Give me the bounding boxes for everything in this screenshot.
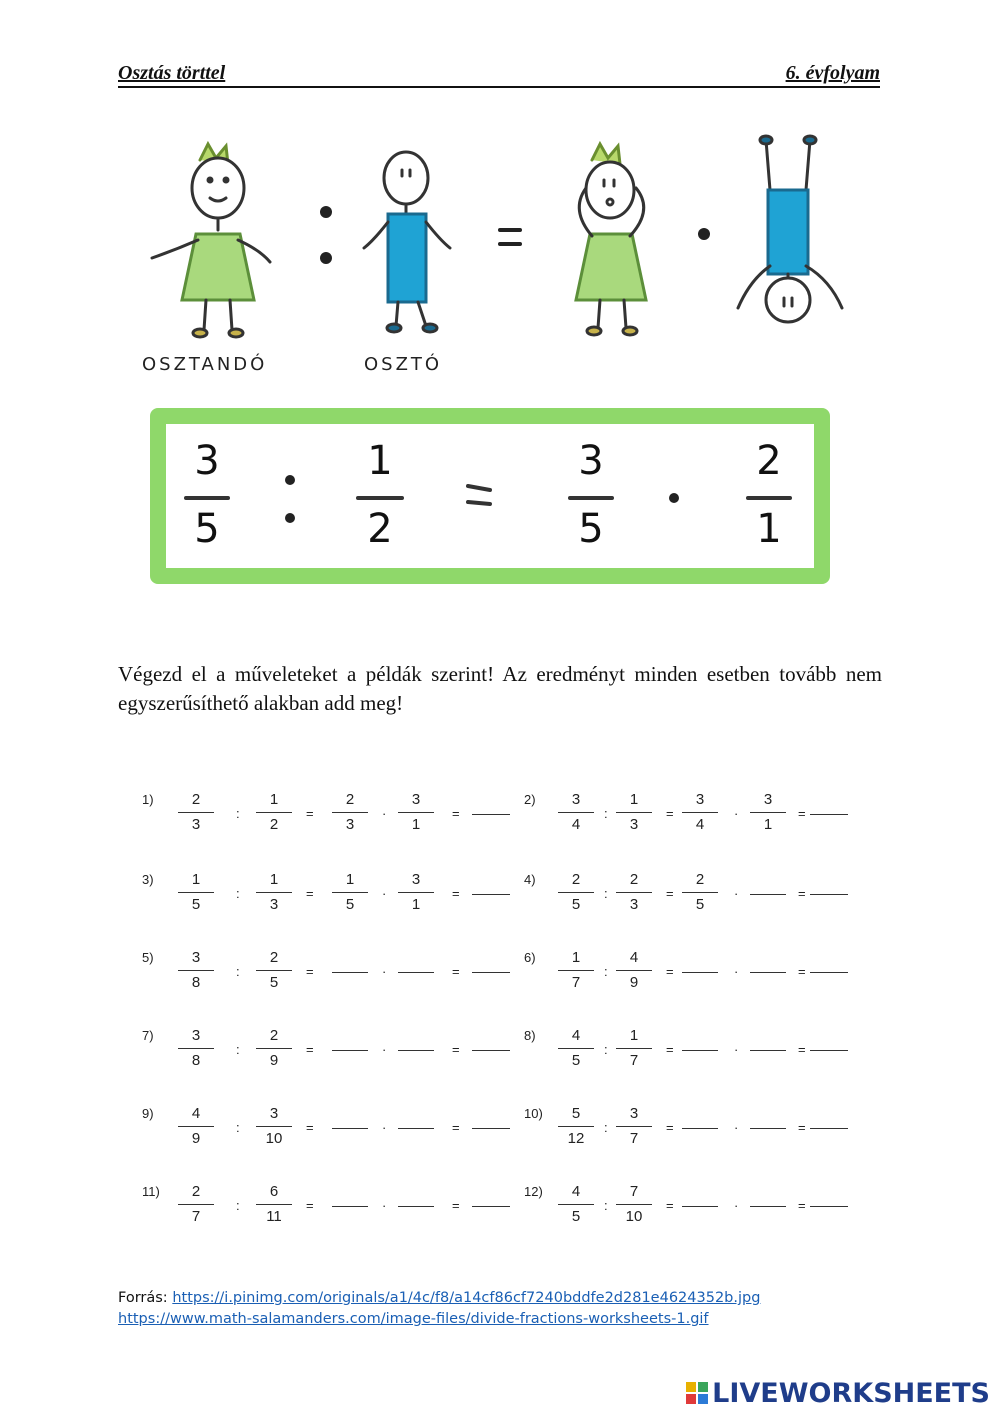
dividend-fraction — [558, 1026, 594, 1071]
dividend-figure — [152, 144, 270, 337]
equals-operator: = — [798, 964, 806, 979]
equals-operator: = — [666, 1120, 674, 1135]
exercise-number: 9) — [142, 1106, 154, 1121]
fraction-bar — [558, 970, 594, 971]
dividend-label: OSZTANDÓ — [142, 354, 268, 375]
fraction-bar — [256, 1048, 292, 1049]
example-c-denominator: 5 — [578, 506, 604, 552]
divisor-fraction — [256, 790, 292, 835]
liveworksheets-logo — [686, 1378, 990, 1408]
fraction-bar — [616, 970, 652, 971]
exercise-number: 1) — [142, 792, 154, 807]
exercise-number: 4) — [524, 872, 536, 887]
divisor-fraction — [616, 948, 652, 993]
denominator: 12 — [567, 1130, 585, 1147]
answer-blank[interactable] — [810, 1128, 848, 1129]
dividend-fraction — [178, 1104, 214, 1149]
divide-operator: : — [604, 806, 608, 821]
fraction-bar — [178, 812, 214, 813]
equals-operator: = — [452, 964, 460, 979]
denominator: 5 — [571, 1052, 581, 1069]
fraction-bar — [178, 1048, 214, 1049]
dividend-fraction — [178, 870, 214, 915]
equals-operator: = — [666, 886, 674, 901]
equals-operator: = — [306, 886, 314, 901]
fraction-bar — [616, 1048, 652, 1049]
denominator: 3 — [629, 896, 639, 913]
answer-blank[interactable] — [472, 1050, 510, 1051]
multiply-dot — [698, 228, 710, 240]
answer-blank[interactable] — [472, 1128, 510, 1129]
liveworksheets-icon — [686, 1382, 708, 1404]
fraction-bar — [178, 970, 214, 971]
fraction-bar — [256, 1204, 292, 1205]
denominator: 7 — [629, 1052, 639, 1069]
inverted-divisor-figure — [738, 136, 842, 322]
first-factor-blank[interactable] — [682, 1128, 718, 1129]
divisor-fraction — [616, 1182, 652, 1227]
equals-operator: = — [666, 964, 674, 979]
numerator: 7 — [629, 1183, 639, 1200]
denominator: 2 — [269, 816, 279, 833]
reciprocal-fraction — [750, 790, 786, 835]
fraction-bar — [750, 812, 786, 813]
exercise-item — [524, 872, 864, 922]
denominator: 1 — [411, 816, 421, 833]
divisor-fraction — [256, 870, 292, 915]
denominator: 11 — [266, 1208, 282, 1225]
numerator: 1 — [629, 1027, 639, 1044]
example-frame — [150, 398, 840, 593]
fraction-bar — [178, 892, 214, 893]
example-box — [150, 398, 840, 593]
multiply-operator: · — [382, 806, 387, 821]
stick-figure-illustration — [130, 130, 850, 390]
answer-blank[interactable] — [810, 894, 848, 895]
multiply-operator: · — [382, 1042, 387, 1057]
equals-sign — [500, 230, 520, 244]
example-a-denominator: 5 — [194, 506, 220, 552]
worksheet-title: Osztás törttel — [118, 62, 226, 84]
equals-operator: = — [452, 1042, 460, 1057]
numerator: 1 — [629, 791, 639, 808]
numerator: 4 — [629, 949, 639, 966]
divide-operator: : — [604, 886, 608, 901]
fraction-bar — [256, 812, 292, 813]
divide-operator: : — [236, 1042, 240, 1057]
exercise-number: 7) — [142, 1028, 154, 1043]
numerator: 4 — [191, 1105, 201, 1122]
exercise-item — [524, 1106, 864, 1156]
denominator: 8 — [191, 1052, 201, 1069]
divisor-fraction — [616, 1026, 652, 1071]
example-b-numerator: 1 — [367, 438, 393, 484]
exercise-item — [524, 792, 864, 842]
answer-blank[interactable] — [472, 814, 510, 815]
multiply-operator: · — [382, 1120, 387, 1135]
numerator: 1 — [191, 871, 201, 888]
fraction-bar — [558, 1048, 594, 1049]
multiply-operator: · — [734, 1120, 739, 1135]
reciprocal-blank[interactable] — [750, 1050, 786, 1051]
instructions-text: Végezd el a műveleteket a példák szerint! Az eredményt minden esetben tovább nem egyszerűsíthető alakban add meg! — [118, 662, 882, 715]
fraction-bar — [178, 1126, 214, 1127]
dividend-fraction — [558, 1104, 594, 1149]
denominator: 4 — [695, 816, 705, 833]
page-header — [118, 62, 880, 88]
first-factor-fraction — [332, 870, 368, 915]
equals-operator: = — [452, 806, 460, 821]
example-c-numerator: 3 — [578, 438, 604, 484]
exercise-item — [142, 1106, 482, 1156]
equals-operator: = — [306, 806, 314, 821]
exercise-number: 10) — [524, 1106, 543, 1121]
reciprocal-blank[interactable] — [750, 1206, 786, 1207]
numerator: 6 — [269, 1183, 279, 1200]
grade-label: 6. évfolyam — [785, 62, 880, 84]
first-factor-blank[interactable] — [682, 1206, 718, 1207]
multiply-operator: · — [734, 806, 739, 821]
fraction-bar — [616, 1126, 652, 1127]
divide-operator: : — [604, 1198, 608, 1213]
fraction-bar — [682, 812, 718, 813]
reciprocal-fraction — [398, 870, 434, 915]
multiply-operator: · — [734, 1198, 739, 1213]
exercise-number: 5) — [142, 950, 154, 965]
answer-blank[interactable] — [472, 972, 510, 973]
first-factor-fraction — [682, 870, 718, 915]
equals-operator: = — [452, 1198, 460, 1213]
divisor-label: OSZTÓ — [364, 354, 443, 375]
fraction-bar — [332, 892, 368, 893]
numerator: 2 — [571, 871, 581, 888]
reciprocal-fraction — [398, 790, 434, 835]
first-factor-blank[interactable] — [682, 972, 718, 973]
multiply-operator: · — [382, 886, 387, 901]
divisor-fraction — [256, 1182, 292, 1227]
exercise-item — [524, 950, 864, 1000]
example-b-denominator: 2 — [367, 506, 393, 552]
divide-operator: : — [604, 1042, 608, 1057]
divisor-fraction — [616, 790, 652, 835]
denominator: 5 — [269, 974, 279, 991]
divisor-fraction — [256, 948, 292, 993]
equals-operator: = — [306, 1120, 314, 1135]
denominator: 5 — [571, 1208, 581, 1225]
colon-dot-bottom — [320, 252, 332, 264]
reciprocal-blank[interactable] — [398, 972, 434, 973]
equals-operator: = — [306, 1042, 314, 1057]
fraction-bar — [558, 812, 594, 813]
numerator: 3 — [629, 1105, 639, 1122]
denominator: 5 — [695, 896, 705, 913]
example-d-denominator: 1 — [756, 506, 782, 552]
equals-operator: = — [666, 1042, 674, 1057]
fraction-bar — [558, 1204, 594, 1205]
source-link-1[interactable]: https://i.pinimg.com/originals/a1/4c/f8/a14cf86cf7240bddfe2d281e4624352b.jpg — [172, 1290, 761, 1306]
numerator: 2 — [191, 1183, 201, 1200]
colon-dot-top — [320, 206, 332, 218]
equals-operator: = — [798, 1120, 806, 1135]
source-label: Forrás: — [118, 1290, 168, 1306]
denominator: 3 — [269, 896, 279, 913]
numerator: 3 — [763, 791, 773, 808]
divide-operator: : — [236, 964, 240, 979]
answer-blank[interactable] — [472, 1206, 510, 1207]
denominator: 7 — [191, 1208, 201, 1225]
dividend-fraction — [178, 948, 214, 993]
denominator: 9 — [269, 1052, 279, 1069]
numerator: 3 — [191, 1027, 201, 1044]
dividend-fraction — [558, 790, 594, 835]
exercise-item — [142, 872, 482, 922]
denominator: 4 — [571, 816, 581, 833]
multiply-operator: · — [734, 1042, 739, 1057]
numerator: 2 — [269, 1027, 279, 1044]
numerator: 1 — [269, 791, 279, 808]
multiply-operator: · — [734, 886, 739, 901]
first-factor-blank[interactable] — [332, 1128, 368, 1129]
equals-operator: = — [306, 964, 314, 979]
reciprocal-blank[interactable] — [398, 1128, 434, 1129]
divisor-figure — [364, 152, 450, 332]
divisor-fraction — [616, 1104, 652, 1149]
multiply-operator: · — [382, 1198, 387, 1213]
dividend-fraction — [178, 1182, 214, 1227]
numerator: 3 — [191, 949, 201, 966]
divisor-fraction — [256, 1026, 292, 1071]
answer-blank[interactable] — [810, 1206, 848, 1207]
exercise-item — [524, 1028, 864, 1078]
first-factor-blank[interactable] — [332, 1050, 368, 1051]
first-factor-fraction — [682, 790, 718, 835]
dividend-fraction — [558, 870, 594, 915]
reciprocal-blank[interactable] — [750, 894, 786, 895]
brand-text: LIVEWORKSHEETS — [712, 1378, 990, 1409]
denominator: 3 — [629, 816, 639, 833]
denominator: 9 — [629, 974, 639, 991]
denominator: 3 — [191, 816, 201, 833]
dividend-fraction — [178, 790, 214, 835]
exercise-number: 2) — [524, 792, 536, 807]
denominator: 9 — [191, 1130, 201, 1147]
divide-operator: : — [236, 1120, 240, 1135]
numerator: 1 — [571, 949, 581, 966]
first-factor-blank[interactable] — [332, 972, 368, 973]
divide-operator: : — [236, 1198, 240, 1213]
fraction-bar — [558, 1126, 594, 1127]
denominator: 3 — [345, 816, 355, 833]
first-factor-blank[interactable] — [682, 1050, 718, 1051]
denominator: 1 — [411, 896, 421, 913]
source-block — [118, 1288, 760, 1330]
exercise-item — [142, 1184, 482, 1234]
denominator: 10 — [625, 1208, 643, 1225]
fraction-bar — [398, 892, 434, 893]
answer-blank[interactable] — [810, 814, 848, 815]
numerator: 2 — [629, 871, 639, 888]
fraction-bar — [256, 970, 292, 971]
exercise-item — [142, 950, 482, 1000]
exercise-number: 3) — [142, 872, 154, 887]
divide-operator: : — [236, 886, 240, 901]
exercise-number: 12) — [524, 1184, 543, 1199]
numerator: 5 — [571, 1105, 581, 1122]
numerator: 4 — [571, 1027, 581, 1044]
answer-blank[interactable] — [472, 894, 510, 895]
numerator: 3 — [411, 871, 421, 888]
fraction-bar — [178, 1204, 214, 1205]
equals-operator: = — [798, 806, 806, 821]
exercise-item — [142, 792, 482, 842]
denominator: 5 — [571, 896, 581, 913]
dividend-fraction — [558, 948, 594, 993]
fraction-bar — [558, 892, 594, 893]
fraction-bar — [616, 1204, 652, 1205]
multiply-operator: · — [382, 964, 387, 979]
equals-operator: = — [798, 886, 806, 901]
fraction-bar — [256, 892, 292, 893]
denominator: 7 — [629, 1130, 639, 1147]
fraction-bar — [616, 892, 652, 893]
fraction-bar — [256, 1126, 292, 1127]
dividend-figure-copy — [576, 144, 646, 335]
source-link-2[interactable]: https://www.math-salamanders.com/image-files/divide-fractions-worksheets-1.gif — [118, 1311, 709, 1327]
divide-operator: : — [236, 806, 240, 821]
first-factor-blank[interactable] — [332, 1206, 368, 1207]
numerator: 2 — [269, 949, 279, 966]
numerator: 4 — [571, 1183, 581, 1200]
equals-operator: = — [306, 1198, 314, 1213]
exercise-item — [142, 1028, 482, 1078]
numerator: 1 — [269, 871, 279, 888]
denominator: 1 — [763, 816, 773, 833]
fraction-bar — [398, 812, 434, 813]
exercise-item — [524, 1184, 864, 1234]
reciprocal-blank[interactable] — [750, 972, 786, 973]
divide-operator: : — [604, 964, 608, 979]
dividend-fraction — [178, 1026, 214, 1071]
numerator: 1 — [345, 871, 355, 888]
first-factor-fraction — [332, 790, 368, 835]
exercise-number: 6) — [524, 950, 536, 965]
multiply-operator: · — [734, 964, 739, 979]
divisor-fraction — [256, 1104, 292, 1149]
reciprocal-blank[interactable] — [398, 1050, 434, 1051]
numerator: 3 — [571, 791, 581, 808]
equals-operator: = — [798, 1198, 806, 1213]
equals-operator: = — [452, 1120, 460, 1135]
answer-blank[interactable] — [810, 972, 848, 973]
example-d-numerator: 2 — [756, 438, 782, 484]
divide-operator: : — [604, 1120, 608, 1135]
answer-blank[interactable] — [810, 1050, 848, 1051]
example-a-numerator: 3 — [194, 438, 220, 484]
equals-operator: = — [666, 1198, 674, 1213]
divisor-fraction — [616, 870, 652, 915]
reciprocal-blank[interactable] — [750, 1128, 786, 1129]
numerator: 3 — [695, 791, 705, 808]
denominator: 8 — [191, 974, 201, 991]
exercise-number: 8) — [524, 1028, 536, 1043]
numerator: 2 — [345, 791, 355, 808]
fraction-bar — [682, 892, 718, 893]
exercise-number: 11) — [142, 1184, 160, 1199]
fraction-bar — [332, 812, 368, 813]
numerator: 2 — [191, 791, 201, 808]
denominator: 5 — [191, 896, 201, 913]
numerator: 3 — [269, 1105, 279, 1122]
denominator: 5 — [345, 896, 355, 913]
denominator: 7 — [571, 974, 581, 991]
reciprocal-blank[interactable] — [398, 1206, 434, 1207]
equals-operator: = — [452, 886, 460, 901]
numerator: 3 — [411, 791, 421, 808]
fraction-bar — [616, 812, 652, 813]
dividend-fraction — [558, 1182, 594, 1227]
numerator: 2 — [695, 871, 705, 888]
denominator: 10 — [265, 1130, 283, 1147]
equals-operator: = — [798, 1042, 806, 1057]
equals-operator: = — [666, 806, 674, 821]
